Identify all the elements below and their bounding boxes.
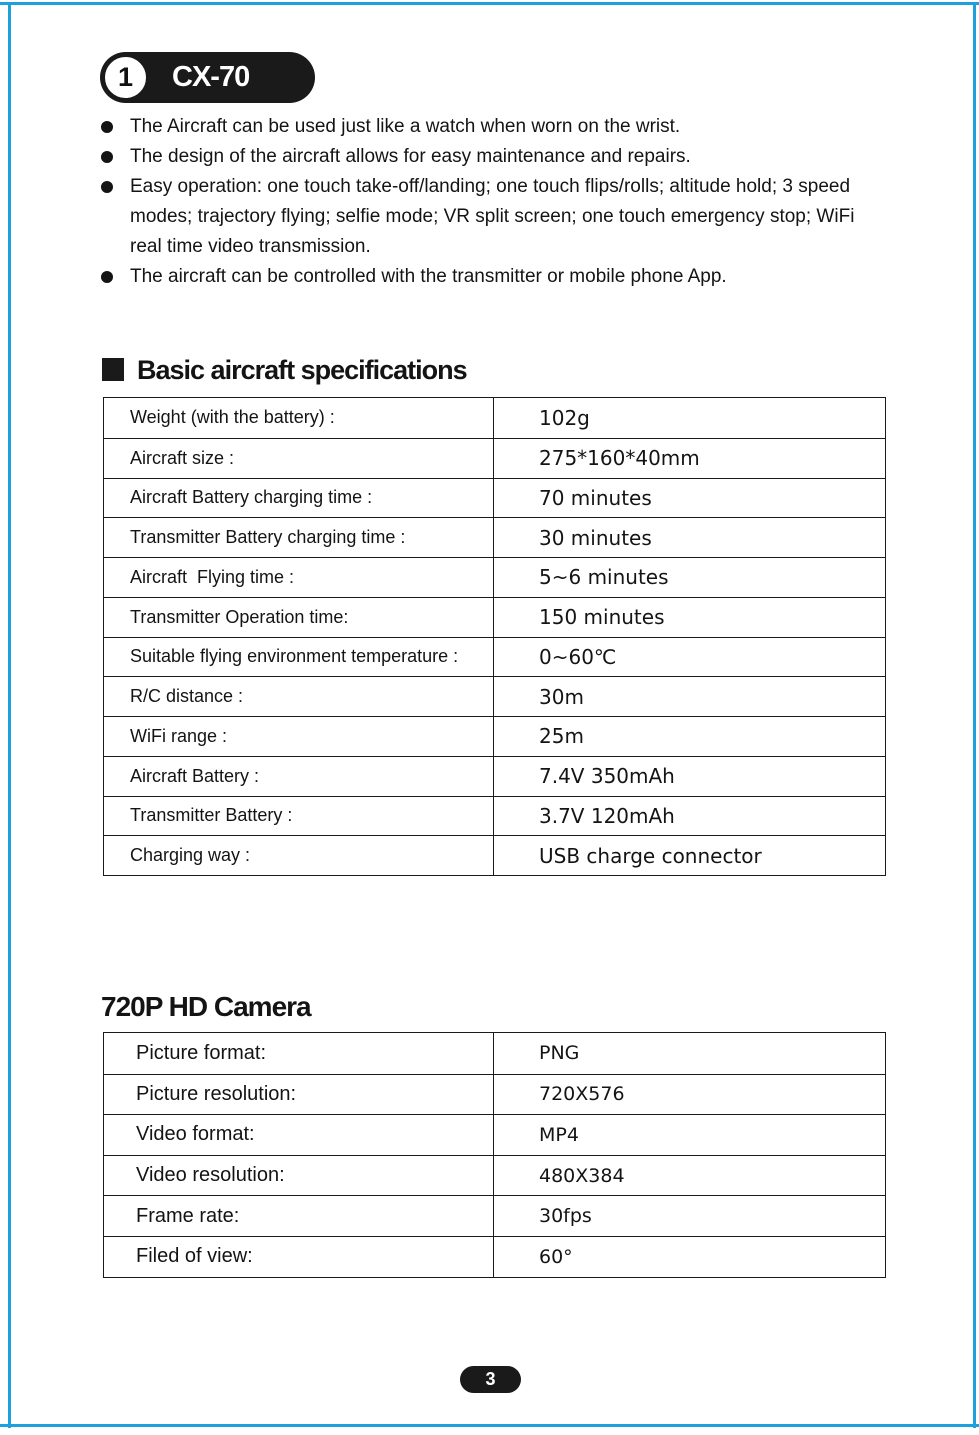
feature-list [97,112,937,292]
spec-value: 150 minutes [539,605,665,630]
table-row [104,398,885,438]
table-row [104,637,885,677]
spec-label: Aircraft Flying time : [104,558,494,597]
page-number: 3 [460,1366,521,1393]
camera-spec-value: 480X384 [539,1164,625,1187]
camera-spec-value: 60° [539,1245,573,1268]
camera-spec-value: MP4 [539,1123,579,1146]
page-frame-right [973,2,976,1428]
table-row [104,796,885,836]
table-row [104,716,885,756]
camera-spec-value: PNG [539,1042,580,1065]
table-row [104,1155,885,1196]
section-square-icon [102,358,124,381]
table-row [104,1033,885,1074]
spec-label: Transmitter Battery : [104,797,494,836]
feature-text: modes; trajectory flying; selfie mode; VR split screen; one touch emergency stop; WiFi [130,206,855,227]
spec-label: WiFi range : [104,717,494,756]
table-row [104,756,885,796]
spec-value: 7.4V 350mAh [539,764,675,789]
spec-value: 0~60℃ [539,644,617,669]
feature-item [97,172,937,262]
table-row [104,676,885,716]
bullet-icon [101,151,113,163]
table-row [104,597,885,637]
feature-item [97,112,937,142]
table-row [104,1074,885,1115]
table-row [104,835,885,875]
camera-spec-label: Picture resolution: [104,1075,494,1115]
table-row [104,1195,885,1236]
feature-item [97,262,937,292]
feature-text: The design of the aircraft allows for easy maintenance and repairs. [130,146,691,167]
table-row [104,438,885,478]
table-row [104,557,885,597]
spec-value: 70 minutes [539,485,652,510]
feature-text: The Aircraft can be used just like a watch when worn on the wrist. [130,116,681,137]
spec-label: Aircraft Battery : [104,757,494,796]
camera-spec-label: Filed of view: [104,1237,494,1277]
feature-text: Easy operation: one touch take-off/landing; one touch flips/rolls; altitude hold; 3 speed [130,176,851,197]
spec-label: Charging way : [104,836,494,875]
spec-value: 3.7V 120mAh [539,803,675,828]
spec-value: 25m [539,724,584,749]
feature-text: The aircraft can be controlled with the transmitter or mobile phone App. [130,266,727,287]
camera-spec-value: 720X576 [539,1083,625,1106]
camera-table [103,1032,886,1278]
spec-label: R/C distance : [104,677,494,716]
table-row [104,1114,885,1155]
camera-spec-label: Video format: [104,1115,494,1155]
page-frame-left [8,2,11,1428]
camera-spec-value: 30fps [539,1205,592,1228]
camera-spec-label: Video resolution: [104,1156,494,1196]
bullet-icon [101,121,113,133]
page-frame-top [0,2,979,5]
specs-heading: Basic aircraft specifications [137,355,467,385]
table-row [104,478,885,518]
spec-value: 30 minutes [539,525,652,550]
table-row [104,517,885,557]
feature-text: real time video transmission. [130,236,371,257]
specs-table [103,397,886,876]
model-title-badge [100,52,315,103]
spec-value: USB charge connector [539,843,762,868]
camera-spec-label: Picture format: [104,1033,494,1074]
spec-value: 102g [539,405,590,430]
bullet-icon [101,181,113,193]
section-number: 1 [103,55,148,100]
table-row [104,1236,885,1277]
spec-label: Weight (with the battery) : [104,398,494,438]
spec-value: 275*160*40mm [539,446,700,471]
feature-item [97,142,937,172]
model-name: CX-70 [172,61,250,93]
spec-label: Transmitter Operation time: [104,598,494,637]
bullet-icon [101,271,113,283]
spec-label: Aircraft Battery charging time : [104,479,494,518]
spec-value: 5~6 minutes [539,565,669,590]
camera-heading: 720P HD Camera [101,991,311,1022]
camera-spec-label: Frame rate: [104,1196,494,1236]
spec-label: Suitable flying environment temperature : [104,638,494,677]
spec-label: Aircraft size : [104,439,494,478]
page-frame-bottom [0,1424,979,1427]
spec-label: Transmitter Battery charging time : [104,518,494,557]
spec-value: 30m [539,684,584,709]
